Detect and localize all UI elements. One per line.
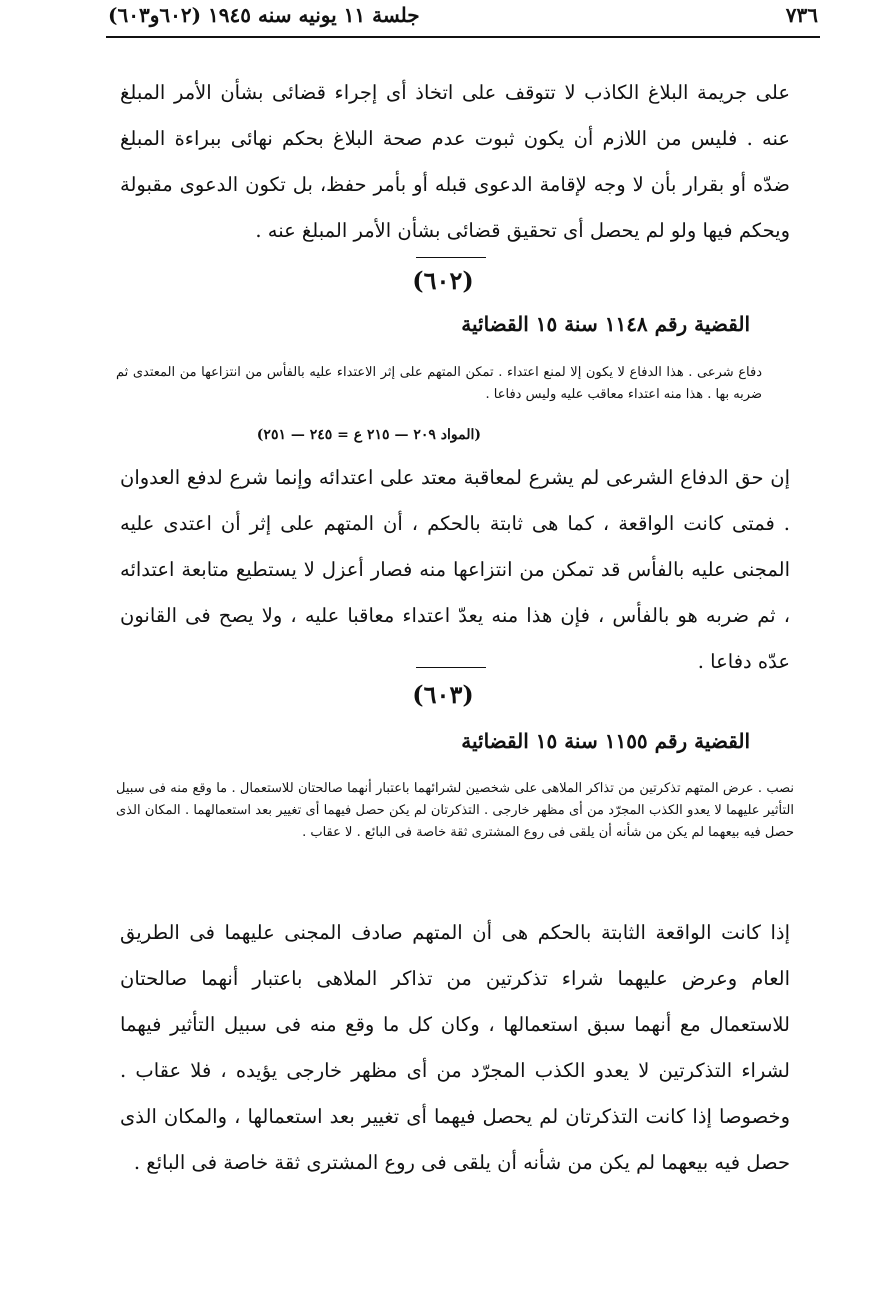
section-rule [416, 257, 486, 258]
case-summary: نصب . عرض المتهم تذكرتين من تذاكر الملاهى على شخصين لشرائهما باعتبار أنهما صالحتان للاستعمال . ما وقع منه فى سبيل التأثير عليهما لا يعدو الكذب المجرّد من أى مظهر خارجى . التذكرتان لم يكن حصل فيهما أى تغيير بعد استعمالهما . المكان الذى حصل فيه بيعهما لم يكن من شأنه أن يلقى فى روع المشترى ثقة خاصة فى البائع . لا عقاب . [116, 781, 794, 840]
case-body: إن حق الدفاع الشرعى لم يشرع لمعاقبة معتد على اعتدائه وإنما شرع لدفع العدوان . فمتى كانت الواقعة ، كما هى ثابتة بالحكم ، أن المتهم على إثر أن اعتدى عليه المجنى عليه بالفأس قد تمكن من انتزاعها منه فصار أعزل لا يستطيع متابعة اعتدائه ، ثم ضربه هو بالفأس ، فإن هذا منه يعدّ اعتداء معاقبا عليه ، ولا يصح فى القانون عدّه دفاعا . [120, 466, 790, 673]
case-summary: دفاع شرعى . هذا الدفاع لا يكون إلا لمنع اعتداء . تمكن المتهم على إثر الاعتداء عليه بالفأس من انتزاعها من المعتدى ثم ضربه بها . هذا منه اعتداء معاقب عليه وليس دفاعا . [116, 365, 762, 402]
session-title: جلسة ١١ يونيه سنه ١٩٤٥ (٦٠٢و٦٠٣) [108, 3, 420, 27]
case-title: القضية رقم ١١٥٥ سنة ١٥ القضائية [461, 729, 750, 753]
case-title: القضية رقم ١١٤٨ سنة ١٥ القضائية [461, 312, 750, 336]
section-number: (٦٠٣) [412, 680, 474, 709]
intro-paragraph: على جريمة البلاغ الكاذب لا تتوقف على اتخاذ أى إجراء قضائى بشأن الأمر المبلغ عنه . فليس من اللازم أن يكون ثبوت عدم صحة البلاغ بحكم نهائى ببراءة المبلغ ضدّه أو بقرار بأن لا وجه لإقامة الدعوى قبله أو بأمر حفظ، بل تكون الدعوى مقبولة ويحكم فيها ولو لم يحصل أى تحقيق قضائى بشأن الأمر المبلغ عنه . [120, 81, 790, 242]
running-header [108, 0, 818, 30]
case-body: إذا كانت الواقعة الثابتة بالحكم هى أن المتهم صادف المجنى عليهما فى الطريق العام وعرض عليهما شراء تذكرتين من تذاكر الملاهى باعتبار أنهما صالحتان للاستعمال مع أنهما سبق استعمالها ، وكان كل ما وقع منه فى سبيل التأثير فيهما لشراء التذكرتين لا يعدو الكذب المجرّد من أى مظهر خارجى يؤيده ، فلا عقاب . وخصوصا إذا كانت التذكرتان لم يحصل فيهما أى تغيير بعد استعمالها ، والمكان الذى حصل فيه بيعهما لم يكن من شأنه أن يلقى فى روع المشترى ثقة خاصة فى البائع . [120, 921, 790, 1174]
header-rule [106, 36, 820, 38]
legal-articles: (المواد ٢٠٩ — ٢١٥ ع = ٢٤٥ — ٢٥١) [256, 427, 481, 443]
section-number: (٦٠٢) [412, 266, 474, 295]
section-rule [416, 667, 486, 668]
page-number: ٧٣٦ [785, 3, 818, 27]
